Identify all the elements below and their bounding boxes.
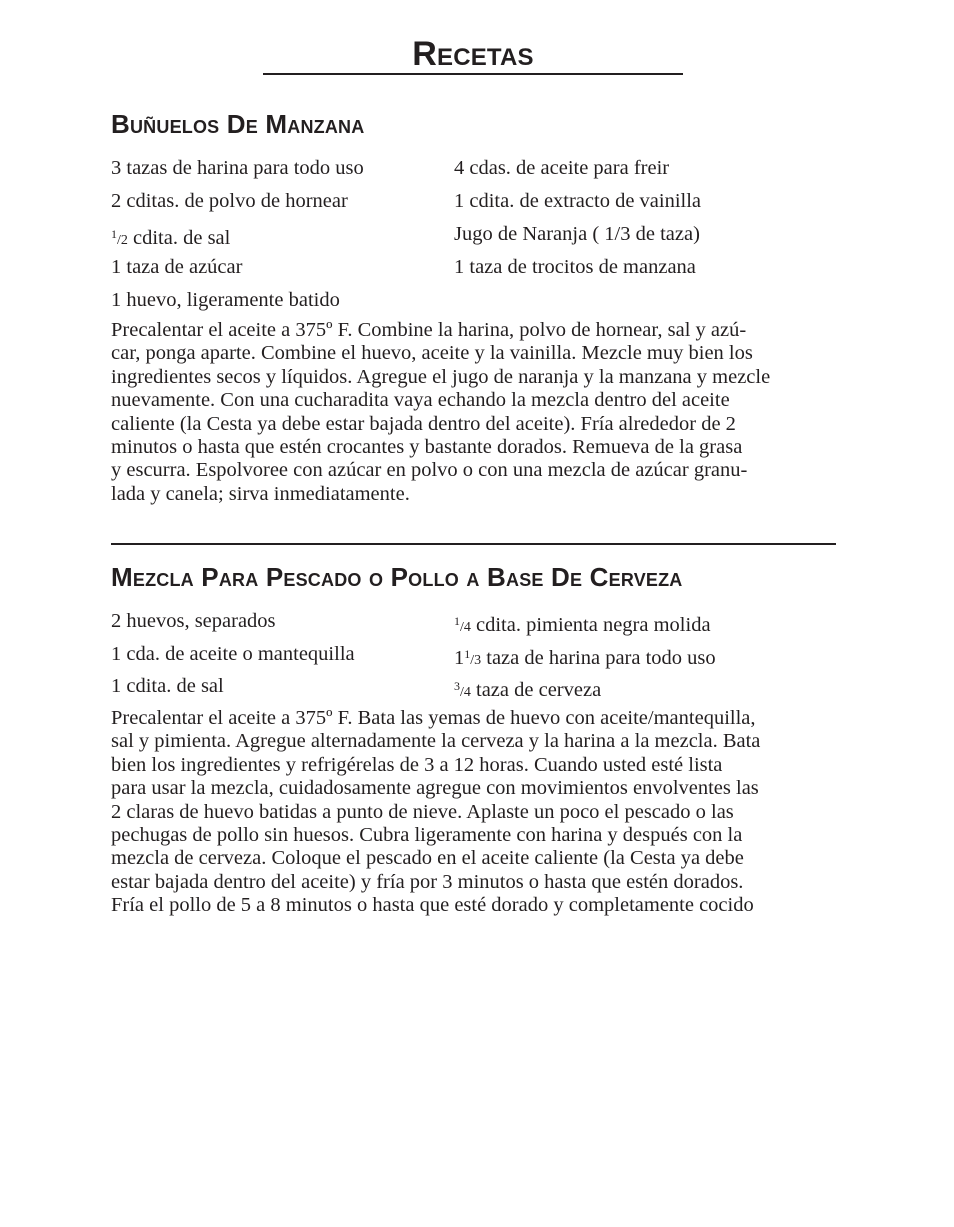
ingredient-item: 1 taza de azúcar [111, 256, 243, 278]
fraction: $^1$/3 [464, 646, 482, 668]
recipe-title-mezcla-cerveza: Mezcla Para Pescado o Pollo a Base De Cerveza [111, 562, 683, 592]
fraction: $^3$/4 [454, 679, 471, 700]
ingredient-item: 1 huevo, ligeramente batido [111, 289, 340, 311]
instructions-bunuelos [111, 319, 837, 506]
ingredients-right-bunuelos [454, 152, 701, 284]
ingredient-item: $1^1/3$ taza de harina para todo uso [454, 646, 716, 669]
title-underline [263, 73, 683, 75]
instruction-line: estar bajada dentro del aceite) y fría por 3 minutos o hasta que estén dorados. [111, 870, 744, 893]
ingredient-item: Jugo de Naranja ( 1/3 de taza) [454, 223, 700, 245]
instruction-line: Precalentar el aceite a 375º F. Bata las yemas de huevo con aceite/mantequilla, [111, 707, 756, 729]
instruction-line: caliente (la Cesta ya debe estar bajada dentro del aceite). Fría alrededor de 2 [111, 412, 736, 435]
instructions-mezcla [111, 707, 837, 918]
instruction-line: para usar la mezcla, cuidadosamente agregue con movimientos envolventes las [111, 777, 759, 800]
instruction-line: Fría el pollo de 5 a 8 minutos o hasta que esté dorado y completamente cocido [111, 894, 754, 917]
fraction: $^1$/4 [454, 614, 471, 635]
instruction-line: 2 claras de huevo batidas a punto de nieve. Aplaste un poco el pescado o las [111, 800, 734, 823]
instruction-line: lada y canela; sirva inmediatamente. [111, 482, 410, 505]
ingredient-item: $^1$/2 cdita. de sal [111, 227, 231, 249]
ingredient-item: 1 taza de trocitos de manzana [454, 256, 696, 278]
instruction-line: sal y pimienta. Agregue alternadamente la cerveza y la harina a la mezcla. Bata [111, 730, 761, 753]
ingredient-item: 4 cdas. de aceite para freir [454, 157, 670, 179]
instruction-line: Precalentar el aceite a 375º F. Combine la harina, polvo de hornear, sal y azú- [111, 319, 747, 341]
instruction-line: mezcla de cerveza. Coloque el pescado en el aceite caliente (la Cesta ya debe [111, 847, 744, 870]
section-divider [111, 543, 836, 545]
ingredients-left-mezcla [111, 605, 355, 703]
ingredient-item: $^1$/4 cdita. pimienta negra molida [454, 614, 711, 636]
instruction-line: ingredientes secos y líquidos. Agregue el jugo de naranja y la manzana y mezcle [111, 365, 771, 388]
ingredient-item: 1 cda. de aceite o mantequilla [111, 642, 355, 665]
ingredient-item: 2 cditas. de polvo de hornear [111, 190, 348, 212]
fraction: $^1$/2 [111, 227, 128, 248]
instruction-line: nuevamente. Con una cucharadita vaya echando la mezcla dentro del aceite [111, 389, 730, 412]
ingredients-right-mezcla [454, 605, 716, 703]
instruction-line: minutos o hasta que estén crocantes y bastante dorados. Remueva de la grasa [111, 435, 743, 458]
recipe-title-bunuelos: Buñuelos De Manzana [111, 109, 365, 139]
ingredient-item: 3 tazas de harina para todo uso [111, 157, 364, 179]
instruction-line: bien los ingredientes y refrigérelas de 3 a 12 horas. Cuando usted esté lista [111, 753, 723, 776]
page-title: Recetas [412, 35, 534, 73]
ingredient-item: 2 huevos, separados [111, 610, 276, 632]
ingredients-left-bunuelos [111, 152, 364, 317]
instruction-line: y escurra. Espolvoree con azúcar en polvo o con una mezcla de azúcar granu- [111, 459, 748, 482]
instruction-line: car, ponga aparte. Combine el huevo, aceite y la vainilla. Mezcle muy bien los [111, 342, 753, 365]
instruction-line: pechugas de pollo sin huesos. Cubra ligeramente con harina y después con la [111, 823, 743, 846]
ingredient-item: 1 cdita. de extracto de vainilla [454, 190, 702, 212]
ingredient-item: 1 cdita. de sal [111, 675, 224, 697]
ingredient-item: $^3$/4 taza de cerveza [454, 679, 602, 701]
